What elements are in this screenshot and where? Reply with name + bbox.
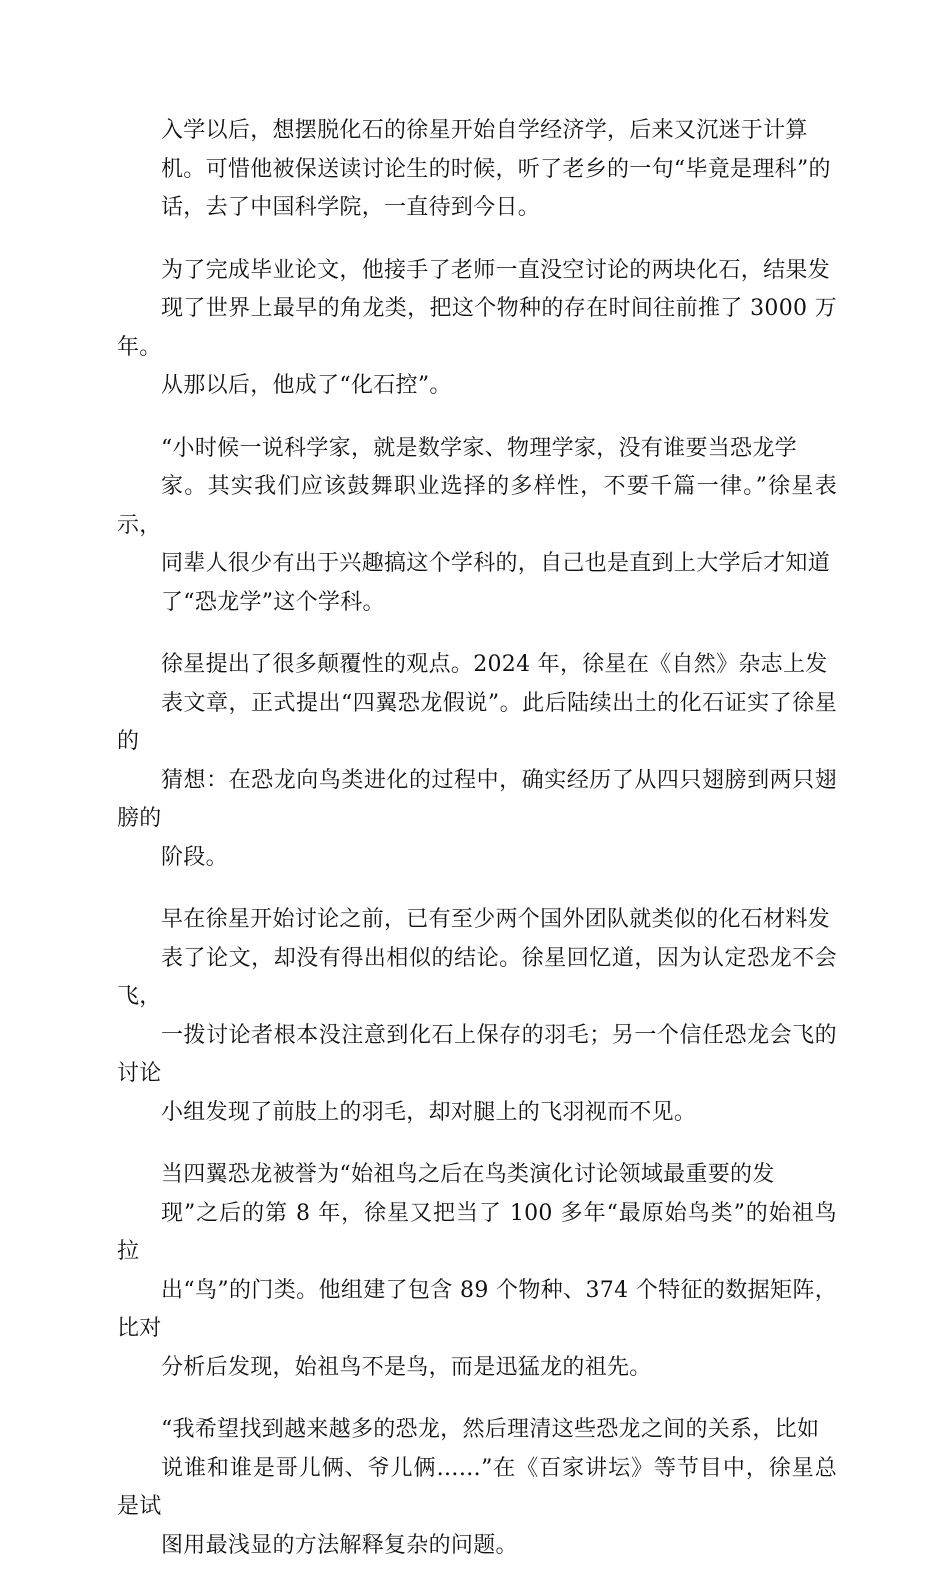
article-body bbox=[117, 112, 837, 1589]
paragraph-7 bbox=[117, 1411, 837, 1565]
paragraph-line: 家。其实我们应该鼓舞职业选择的多样性，不要千篇一律。”徐星表示， bbox=[117, 474, 837, 538]
paragraph-line: 一拨讨论者根本没注意到化石上保存的羽毛；另一个信任恐龙会飞的讨论 bbox=[117, 1022, 837, 1086]
paragraph-4 bbox=[117, 646, 837, 877]
paragraph-line: 机。可惜他被保送读讨论生的时候，听了老乡的一句“毕竟是理科”的 bbox=[161, 156, 831, 182]
paragraph-line: “小时候一说科学家，就是数学家、物理学家，没有谁要当恐龙学 bbox=[161, 435, 797, 461]
paragraph-line: 早在徐星开始讨论之前，已有至少两个国外团队就类似的化石材料发 bbox=[161, 907, 831, 932]
paragraph-line: 表文章，正式提出“四翼恐龙假说”。此后陆续出土的化石证实了徐星的 bbox=[117, 690, 837, 754]
paragraph-2 bbox=[117, 252, 837, 406]
paragraph-1 bbox=[117, 112, 837, 228]
paragraph-line: 猜想：在恐龙向鸟类进化的过程中，确实经历了从四只翅膀到两只翅膀的 bbox=[117, 767, 837, 831]
paragraph-line: 出“鸟”的门类。他组建了包含 89 个物种、374 个特征的数据矩阵，比对 bbox=[117, 1277, 837, 1341]
paragraph-line: 现了世界上最早的角龙类，把这个物种的存在时间往前推了 3000 万年。 bbox=[117, 296, 837, 360]
paragraph-line: 小组发现了前肢上的羽毛，却对腿上的飞羽视而不见。 bbox=[161, 1099, 697, 1125]
paragraph-6 bbox=[117, 1156, 837, 1387]
paragraph-line: 为了完成毕业论文，他接手了老师一直没空讨论的两块化石，结果发 bbox=[161, 257, 831, 283]
paragraph-3 bbox=[117, 430, 837, 623]
paragraph-line: 了“恐龙学”这个学科。 bbox=[161, 589, 385, 615]
paragraph-line: 徐星提出了很多颠覆性的观点。2024 年，徐星在《自然》杂志上发 bbox=[161, 652, 828, 677]
paragraph-line: 图用最浅显的方法解释复杂的问题。 bbox=[161, 1532, 518, 1558]
paragraph-line: 从那以后，他成了“化石控”。 bbox=[161, 373, 452, 398]
paragraph-line: 当四翼恐龙被誉为“始祖鸟之后在鸟类演化讨论领域最重要的发 bbox=[161, 1162, 775, 1187]
paragraph-line: 入学以后，想摆脱化石的徐星开始自学经济学，后来又沉迷于计算 bbox=[161, 118, 808, 143]
paragraph-5 bbox=[117, 901, 837, 1132]
paragraph-line: 表了论文，却没有得出相似的结论。徐星回忆道，因为认定恐龙不会飞， bbox=[117, 945, 837, 1009]
paragraph-line: 现”之后的第 8 年，徐星又把当了 100 多年“最原始鸟类”的始祖鸟拉 bbox=[117, 1200, 837, 1264]
paragraph-line: 话，去了中国科学院，一直待到今日。 bbox=[161, 195, 541, 220]
paragraph-line: 同辈人很少有出于兴趣搞这个学科的，自己也是直到上大学后才知道 bbox=[161, 551, 831, 576]
paragraph-line: “我希望找到越来越多的恐龙，然后理清这些恐龙之间的关系，比如 bbox=[161, 1417, 820, 1442]
paragraph-line: 阶段。 bbox=[161, 844, 228, 870]
paragraph-line: 分析后发现，始祖鸟不是鸟，而是迅猛龙的祖先。 bbox=[161, 1354, 652, 1380]
paragraph-line: 说谁和谁是哥儿俩、爷儿俩……”在《百家讲坛》等节目中，徐星总是试 bbox=[117, 1455, 837, 1519]
